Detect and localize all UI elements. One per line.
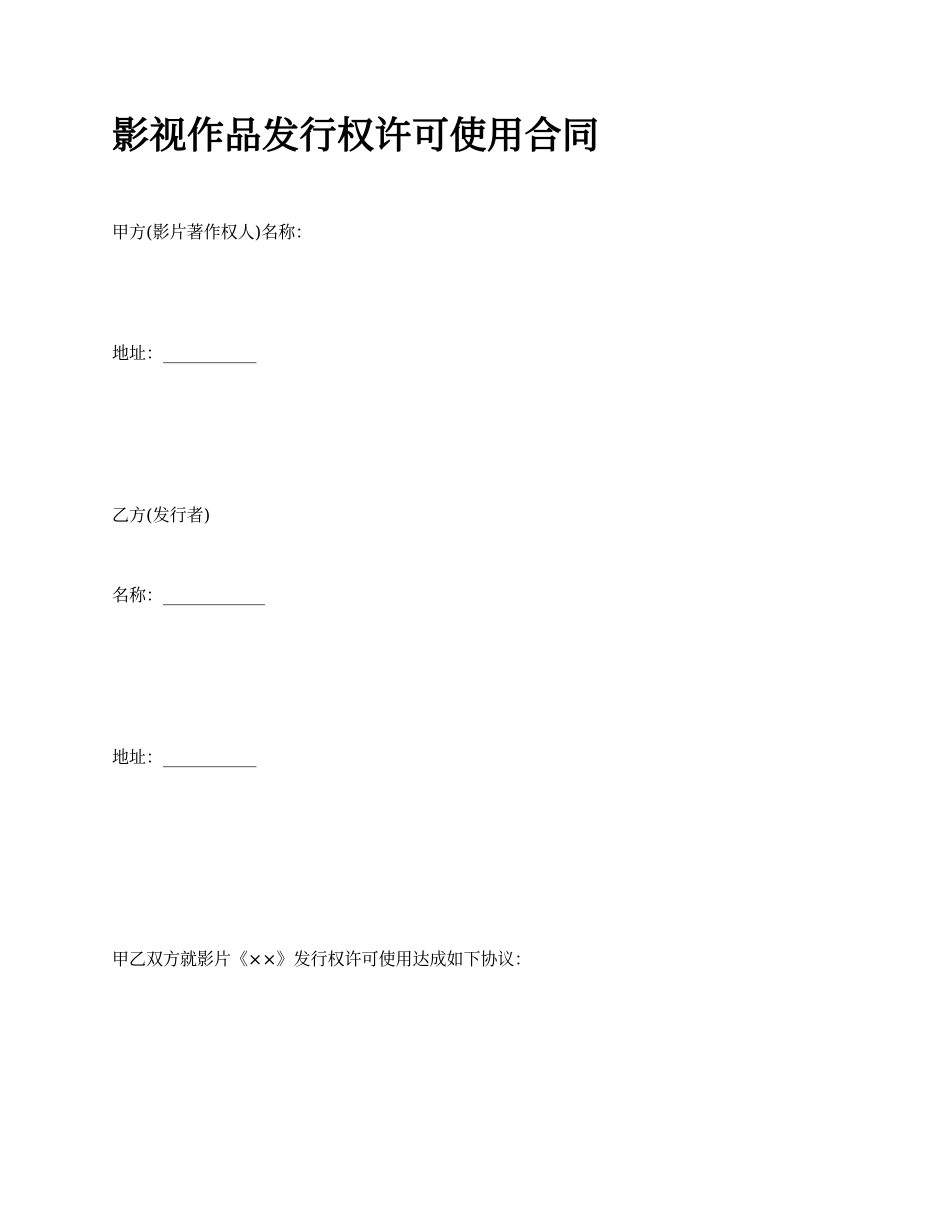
party-a-address-line: 地址：___________ [112,344,257,364]
party-b-heading: 乙方(发行者) [112,506,211,526]
agreement-intro-line: 甲乙双方就影片《××》发行权许可使用达成如下协议： [112,950,532,970]
party-b-address-line: 地址：___________ [112,748,257,768]
party-b-name-line: 名称：____________ [112,586,265,606]
party-a-name-line: 甲方(影片著作权人)名称： [112,223,313,243]
document-title: 影视作品发行权许可使用合同 [112,114,600,157]
